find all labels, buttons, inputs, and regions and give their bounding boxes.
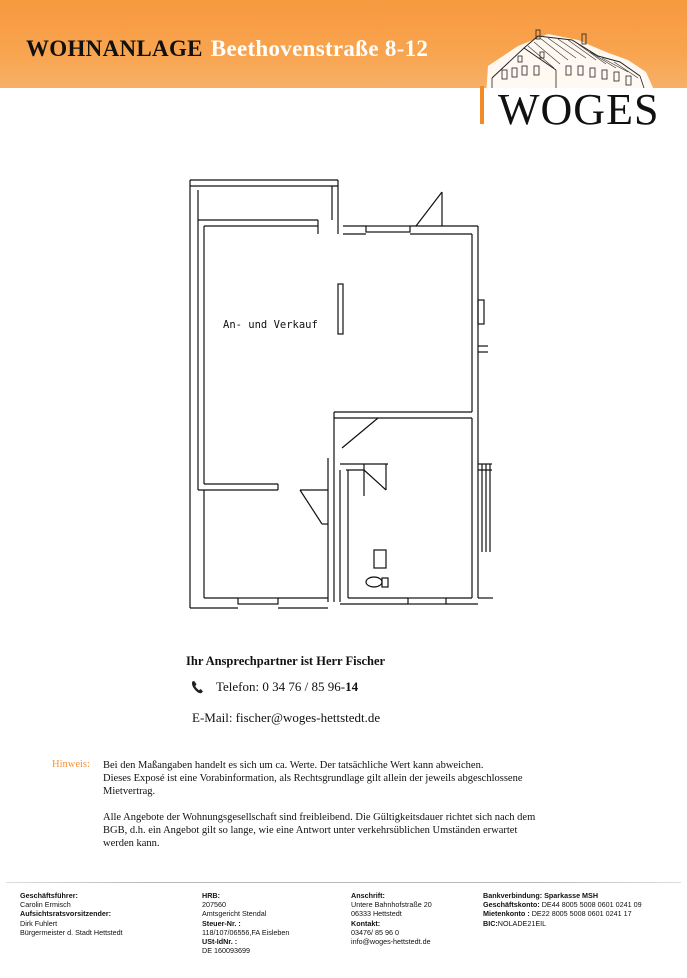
- phone-icon: [190, 679, 208, 695]
- page-title: [26, 36, 428, 62]
- email-line[interactable]: E-Mail: fischer@woges-hettstedt.de: [192, 710, 381, 725]
- hint-paragraph-2: [103, 811, 623, 850]
- hint-line: werden kann.: [103, 838, 160, 849]
- footer-heading: Anschrift:: [351, 891, 385, 900]
- footer-heading: HRB:: [202, 891, 220, 900]
- contact-title: Ihr Ansprechpartner ist Herr Fischer: [186, 654, 386, 668]
- floor-plan: [188, 178, 493, 614]
- footer-heading: Geschäftsführer:: [20, 891, 78, 900]
- woges-logo-text: WOGES: [498, 85, 660, 134]
- footer-value: Dirk Fuhlert: [20, 918, 58, 928]
- footer-email[interactable]: info@woges-hettstedt.de: [351, 937, 431, 947]
- hint-paragraph-1: [103, 759, 623, 798]
- phone-extension: 14: [345, 679, 359, 694]
- footer-value: DE22 8005 5008 0601 0241 17: [529, 909, 632, 919]
- footer-registry: [202, 891, 289, 955]
- footer-value: 03476/ 85 96 0: [351, 927, 399, 937]
- hint-line: Bei den Maßangaben handelt es sich um ca. Werte. Der tatsächliche Wert kann abweichen.: [103, 760, 484, 771]
- phone-number: Telefon: 0 34 76 / 85 96-: [216, 679, 346, 694]
- footer-heading: Geschäftskonto:: [483, 900, 540, 910]
- room-label: An- und Verkauf: [223, 319, 318, 331]
- footer-value: NOLADE21EIL: [497, 918, 547, 928]
- footer-bank: [483, 891, 642, 928]
- footer-address: [351, 891, 432, 946]
- footer-heading: Steuer-Nr. :: [202, 918, 241, 928]
- footer-value: 118/107/06556,FA Eisleben: [202, 927, 290, 937]
- hint-line: Dieses Exposé ist eine Vorabinformation, als Rechtsgrundlage gilt allein der jeweils abgeschlossene: [103, 773, 523, 784]
- footer-divider: [6, 882, 681, 883]
- hint-label: Hinweis:: [52, 759, 90, 770]
- phone-row: [190, 679, 358, 695]
- footer-heading: Bankverbindung: Sparkasse MSH: [483, 891, 599, 900]
- hint-text: [103, 759, 623, 850]
- footer-heading: Kontakt:: [351, 918, 381, 928]
- footer-value: Amtsgericht Stendal: [202, 909, 267, 919]
- footer-value: DE44 8005 5008 0601 0241 09: [539, 900, 642, 910]
- footer-value: Bürgermeister d. Stadt Hettstedt: [20, 927, 123, 937]
- title-part-1: WOHNANLAGE: [26, 36, 203, 61]
- footer-heading: BIC:: [483, 918, 498, 928]
- footer-value: Carolin Ermisch: [20, 900, 71, 910]
- footer-value: 06333 Hettstedt: [351, 909, 402, 919]
- footer-value: Untere Bahnhofstraße 20: [351, 900, 432, 910]
- footer-value: DE 160093699: [202, 946, 250, 956]
- footer-heading: USt-IdNr. :: [202, 937, 238, 947]
- footer-heading: Aufsichtsratsvorsitzender:: [20, 909, 112, 919]
- footer-heading: Mietenkonto :: [483, 909, 530, 919]
- hint-line: Mietvertrag.: [103, 786, 156, 797]
- title-part-2: Beethovenstraße 8-12: [210, 36, 429, 61]
- footer-management: [20, 891, 123, 937]
- hint-line: Alle Angebote der Wohnungsgesellschaft sind freibleibend. Die Gültigkeitsdauer richtet sich nach dem: [103, 812, 536, 823]
- hint-line: BGB, d.h. ein Angebot gilt so lange, wie eine Antwort unter verkehrsüblichen Umständen erwartet: [103, 825, 518, 836]
- footer-value: 207560: [202, 900, 226, 910]
